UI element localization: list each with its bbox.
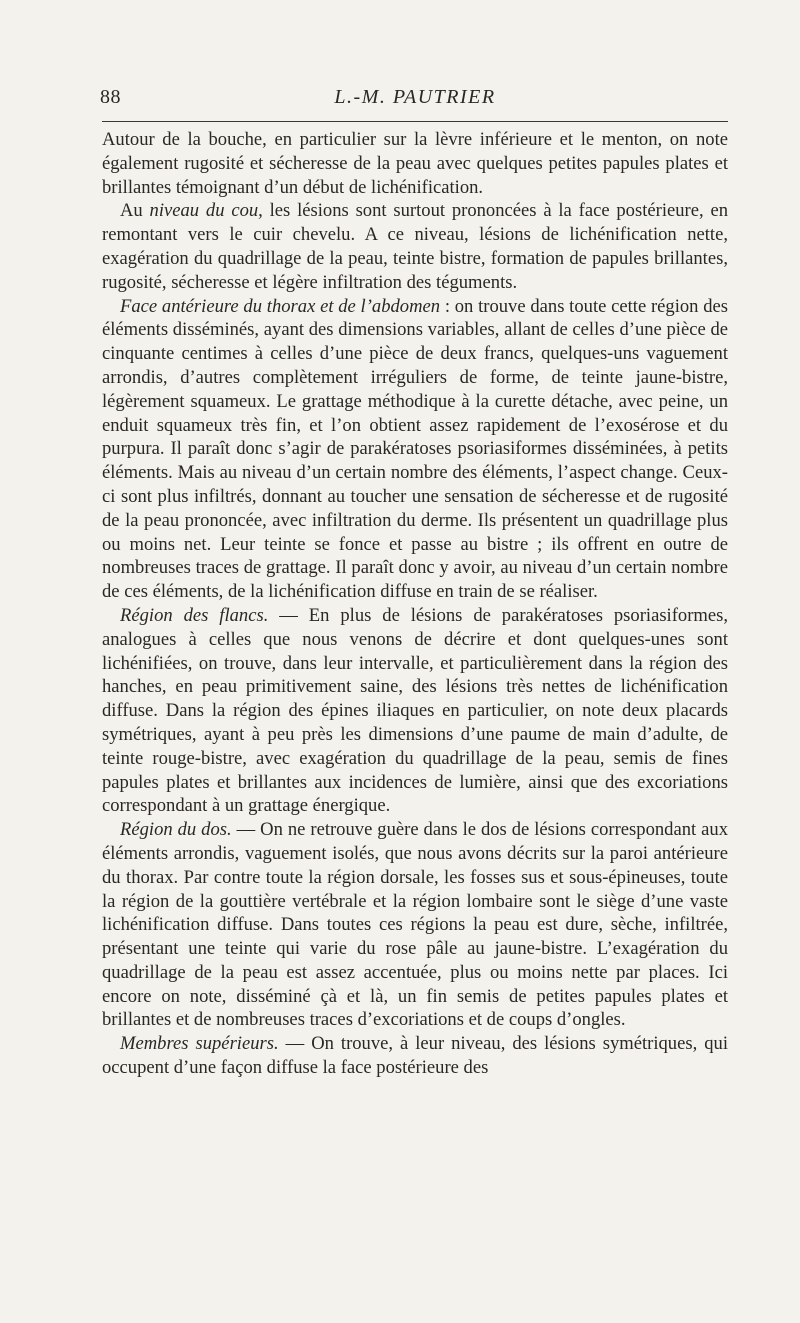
paragraph bbox=[102, 1032, 728, 1080]
section-lead: Membres supérieurs. bbox=[120, 1033, 279, 1055]
running-head bbox=[100, 86, 730, 114]
body-text bbox=[102, 128, 728, 1080]
paragraph-text: — On trouve, à leur niveau, des lésions symétriques, qui occupent d’une façon diffuse la face postérieure des bbox=[102, 1033, 728, 1079]
section-lead: Face antérieure du thorax et de l’abdomen bbox=[120, 295, 441, 317]
section-lead: niveau du cou, bbox=[149, 200, 263, 222]
paragraph bbox=[102, 604, 728, 818]
paragraph-text: — En plus de lésions de parakératoses psoriasiformes, analogues à celles que nous venons de décrire et dont quelques-unes sont lichénifiées, on trouve, dans leur intervalle, et particulièrement dans la région des hanches, en peau primitivement saine, des lésions très nettes de lichénification diffuse. Dans la région des épines iliaques en particulier, on note deux placards symétriques, ayant à peu près les dimensions d’une paume de main d’adulte, de teinte rouge-bistre, avec exagération du quadrillage de la peau, semis de fines papules plates et brillantes aux incidences de lumière, ainsi que des excoriations correspondant à un grattage énergique. bbox=[102, 604, 729, 817]
page-number: 88 bbox=[100, 86, 121, 108]
header-rule bbox=[102, 121, 728, 122]
paragraph bbox=[102, 128, 728, 199]
paragraph bbox=[102, 199, 728, 294]
section-lead: Région du dos. bbox=[120, 819, 232, 841]
paragraph-prefix: Au bbox=[120, 200, 150, 222]
paragraph bbox=[102, 818, 728, 1032]
paragraph-text: — On ne retrouve guère dans le dos de lésions correspondant aux éléments arrondis, vaguement isolés, que nous avons décrits sur la paroi antérieure du thorax. Par contre toute la région dorsale, les fosses sus et sous-épineuses, toute la région de la gouttière vertébrale et la région lombaire sont le siège d’une vaste lichénification diffuse. Dans toutes ces régions la peau est dure, sèche, infiltrée, présentant une teinte qui varie du rose pâle au jaune-bistre. L’exagération du quadrillage de la peau est assez accentuée, plus ou moins nette par places. Ici encore on note, disséminé çà et là, un fin semis de petites papules plates et brillantes et de nombreuses traces d’excoriations et de coups d’ongles. bbox=[102, 819, 728, 1031]
paragraph-text: les lésions sont surtout prononcées à la face postérieure, en remontant vers le cuir chevelu. A ce niveau, lésions de lichénification nette, exagération du quadrillage de la peau, teinte bistre, formation de papules brillantes, rugosité, sécheresse et légère infiltration des téguments. bbox=[102, 200, 729, 293]
section-lead: Région des flancs. bbox=[120, 604, 269, 626]
running-title: L.-M. PAUTRIER bbox=[334, 86, 496, 108]
paragraph bbox=[102, 295, 728, 604]
paragraph-text: Autour de la bouche, en particulier sur la lèvre inférieure et le menton, on note également rugosité et sécheresse de la peau avec quelques petites papules plates et brillantes témoignant d’un début de lichénification. bbox=[102, 129, 728, 198]
paragraph-text: : on trouve dans toute cette région des éléments disséminés, ayant des dimensions variables, allant de celles d’une pièce de cinquante centimes à celles d’une pièce de deux francs, quelques-uns vaguement arrondis, d’autres complètement irréguliers de forme, de teinte jaune-bistre, légèrement squameux. Le grattage méthodique à la curette détache, avec peine, un enduit squameux très fin, et l’on obtient assez rapidement de l’exosérose et du purpura. Il paraît donc s’agir de parakératoses psoriasiformes disséminées, à petits éléments. Mais au niveau d’un certain nombre des éléments, l’aspect change. Ceux-ci sont plus infiltrés, donnant au toucher une sensation de sécheresse et de rugosité de la peau prononcée, avec infiltration du derme. Ils présentent un quadrillage plus ou moins net. Leur teinte se fonce et passe au bistre ; ils offrent en outre de nombreuses traces de grattage. Il paraît donc y avoir, au niveau d’un certain nombre de ces éléments, de la lichénification diffuse en train de se réaliser. bbox=[102, 295, 728, 603]
